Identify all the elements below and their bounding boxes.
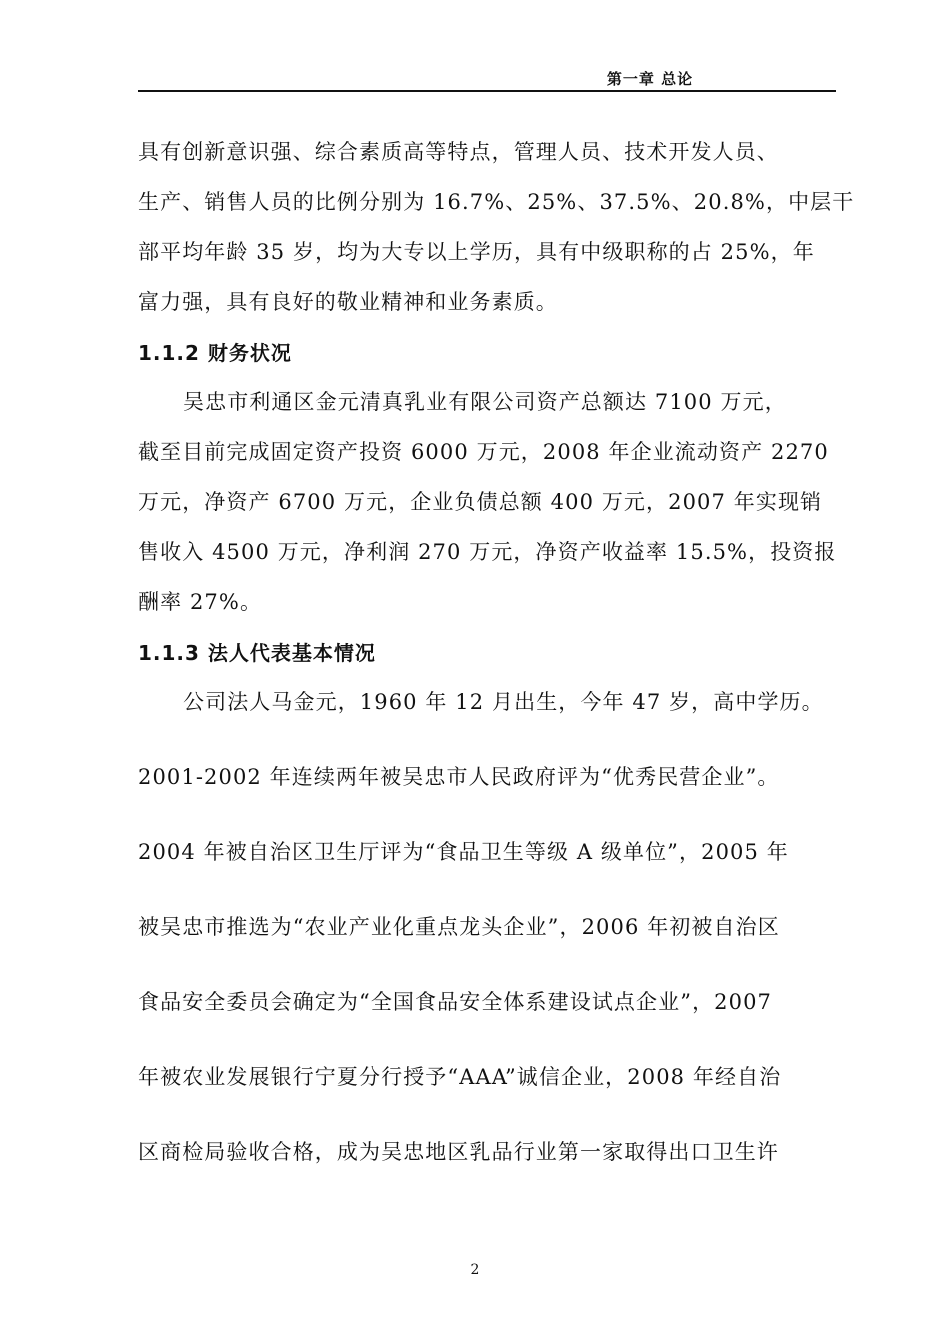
paragraph-line: 2001-2002 年连续两年被吴忠市人民政府评为“优秀民营企业”。 (138, 765, 780, 789)
paragraph-line: 公司法人马金元，1960 年 12 月出生，今年 47 岁，高中学历。 (183, 690, 824, 714)
section-heading-finance: 1.1.2 财务状况 (138, 341, 292, 365)
paragraph-line: 具有创新意识强、综合素质高等特点，管理人员、技术开发人员、 (138, 140, 779, 164)
paragraph-line: 酬率 27%。 (138, 590, 263, 614)
paragraph-line: 年被农业发展银行宁夏分行授予“AAA”诚信企业，2008 年经自治 (138, 1065, 782, 1089)
paragraph-line: 万元，净资产 6700 万元，企业负债总额 400 万元，2007 年实现销 (138, 490, 823, 514)
paragraph-line: 部平均年龄 35 岁，均为大专以上学历，具有中级职称的占 25%，年 (138, 240, 815, 264)
page-number: 2 (470, 1262, 480, 1278)
paragraph-line: 生产、销售人员的比例分别为 16.7%、25%、37.5%、20.8%，中层干 (138, 190, 855, 214)
paragraph-line: 截至目前完成固定资产投资 6000 万元，2008 年企业流动资产 2270 (138, 440, 829, 464)
chapter-header: 第一章 总论 (606, 70, 694, 88)
paragraph-line: 食品安全委员会确定为“全国食品安全体系建设试点企业”，2007 (138, 990, 773, 1014)
paragraph-line: 被吴忠市推选为“农业产业化重点龙头企业”，2006 年初被自治区 (138, 915, 780, 939)
paragraph-line: 售收入 4500 万元，净利润 270 万元，净资产收益率 15.5%，投资报 (138, 540, 837, 564)
paragraph-line: 区商检局验收合格，成为吴忠地区乳品行业第一家取得出口卫生许 (138, 1140, 779, 1164)
header-rule (138, 90, 836, 92)
section-heading-legal-rep: 1.1.3 法人代表基本情况 (138, 641, 376, 665)
paragraph-line: 富力强，具有良好的敬业精神和业务素质。 (138, 290, 558, 314)
paragraph-line: 2004 年被自治区卫生厅评为“食品卫生等级 A 级单位”，2005 年 (138, 840, 789, 864)
paragraph-line: 吴忠市利通区金元清真乳业有限公司资产总额达 7100 万元， (183, 390, 787, 414)
